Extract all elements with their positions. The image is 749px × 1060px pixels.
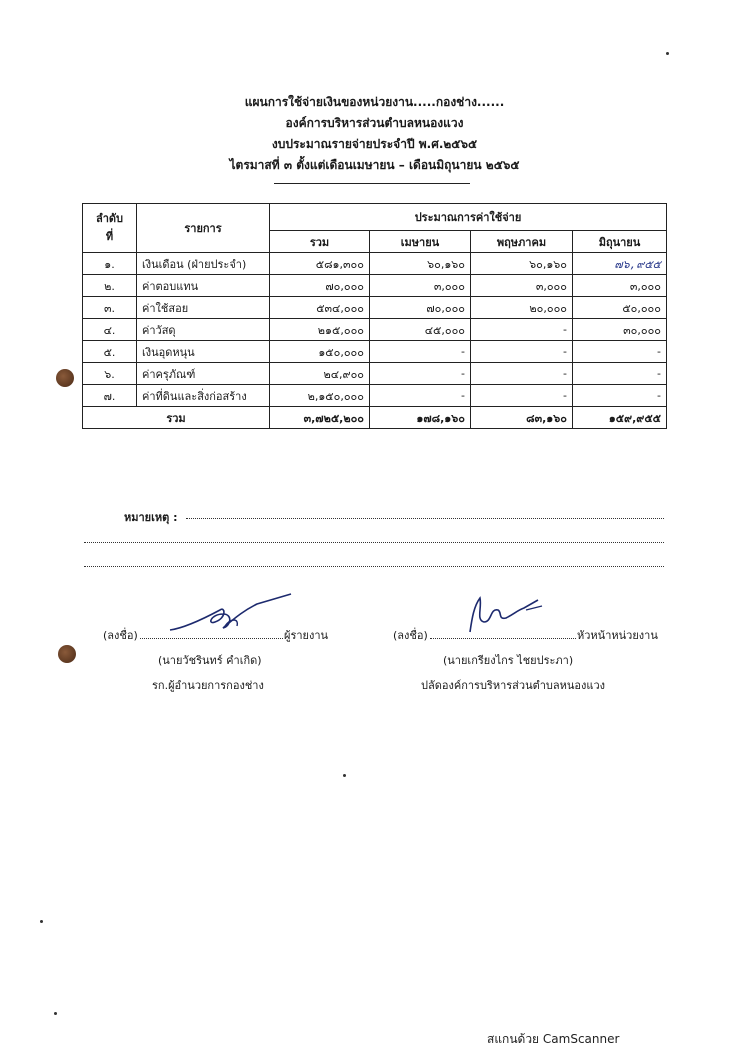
row-april: ๗๐,๐๐๐ bbox=[370, 297, 471, 319]
row-may: ๒๐,๐๐๐ bbox=[471, 297, 573, 319]
subheader-june: มิถุนายน bbox=[573, 231, 667, 253]
remarks-line bbox=[84, 566, 664, 567]
document-header bbox=[0, 92, 749, 176]
row-may: - bbox=[471, 363, 573, 385]
table-row bbox=[83, 363, 667, 385]
table-row bbox=[83, 319, 667, 341]
row-april: ๓,๐๐๐ bbox=[370, 275, 471, 297]
row-june: ๓,๐๐๐ bbox=[573, 275, 667, 297]
scan-speck bbox=[666, 52, 669, 55]
right-sign-suffix: หัวหน้าหน่วยงาน bbox=[577, 629, 658, 642]
table-row bbox=[83, 341, 667, 363]
table-sum-row bbox=[83, 407, 667, 429]
row-june: ๗๖,๙๕๕ bbox=[573, 253, 667, 275]
header-no: ลำดับ ที่ bbox=[83, 204, 137, 253]
row-no: ๓. bbox=[83, 297, 137, 319]
row-may: ๓,๐๐๐ bbox=[471, 275, 573, 297]
scan-speck bbox=[40, 920, 43, 923]
row-item: ค่าครุภัณฑ์ bbox=[137, 363, 270, 385]
sum-april: ๑๗๘,๑๖๐ bbox=[370, 407, 471, 429]
right-signer-position: ปลัดองค์การบริหารส่วนตำบลหนองแวง bbox=[421, 679, 606, 692]
scan-speck bbox=[343, 774, 346, 777]
row-total: ๒๔,๙๐๐ bbox=[270, 363, 370, 385]
left-sign-suffix: ผู้รายงาน bbox=[284, 629, 329, 642]
row-june: - bbox=[573, 385, 667, 407]
row-june: ๓๐,๐๐๐ bbox=[573, 319, 667, 341]
row-item: เงินอุดหนุน bbox=[137, 341, 270, 363]
table-row bbox=[83, 275, 667, 297]
row-april: ๖๐,๑๖๐ bbox=[370, 253, 471, 275]
punch-hole bbox=[56, 369, 74, 387]
row-item: เงินเดือน (ฝ่ายประจำ) bbox=[137, 253, 270, 275]
row-total: ๕๓๔,๐๐๐ bbox=[270, 297, 370, 319]
scan-speck bbox=[54, 1012, 57, 1015]
right-sign-prefix: (ลงชื่อ) bbox=[393, 629, 428, 642]
row-total: ๒,๑๕๐,๐๐๐ bbox=[270, 385, 370, 407]
right-sign-line bbox=[430, 638, 576, 639]
subheader-april: เมษายน bbox=[370, 231, 471, 253]
row-june: - bbox=[573, 341, 667, 363]
left-signature-image bbox=[165, 588, 295, 638]
header-line-4: ไตรมาสที่ ๓ ตั้งแต่เดือนเมษายน – เดือนมิถุนายน ๒๕๖๕ bbox=[229, 158, 520, 172]
left-sign-line bbox=[140, 638, 283, 639]
row-item: ค่าที่ดินและสิ่งก่อสร้าง bbox=[137, 385, 270, 407]
row-may: - bbox=[471, 385, 573, 407]
row-april: - bbox=[370, 363, 471, 385]
row-no: ๔. bbox=[83, 319, 137, 341]
sum-may: ๘๓,๑๖๐ bbox=[471, 407, 573, 429]
row-may: ๖๐,๑๖๐ bbox=[471, 253, 573, 275]
row-june: - bbox=[573, 363, 667, 385]
row-no: ๖. bbox=[83, 363, 137, 385]
remarks-line bbox=[84, 542, 664, 543]
header-item: รายการ bbox=[137, 204, 270, 253]
row-no: ๗. bbox=[83, 385, 137, 407]
right-signature-image bbox=[462, 588, 552, 638]
subheader-total: รวม bbox=[270, 231, 370, 253]
table-row bbox=[83, 385, 667, 407]
row-item: ค่าตอบแทน bbox=[137, 275, 270, 297]
row-total: ๗๐,๐๐๐ bbox=[270, 275, 370, 297]
remarks-line bbox=[186, 518, 664, 519]
table-row bbox=[83, 297, 667, 319]
header-line-1: แผนการใช้จ่ายเงินของหน่วยงาน.....กองช่าง...... bbox=[244, 95, 505, 109]
row-may: - bbox=[471, 319, 573, 341]
scanner-watermark: สแกนด้วย CamScanner bbox=[487, 1032, 620, 1046]
row-april: ๔๕,๐๐๐ bbox=[370, 319, 471, 341]
row-april: - bbox=[370, 341, 471, 363]
row-may: - bbox=[471, 341, 573, 363]
sum-label: รวม bbox=[83, 407, 270, 429]
table-row bbox=[83, 253, 667, 275]
remarks-label: หมายเหตุ : bbox=[124, 511, 178, 524]
row-total: ๒๑๕,๐๐๐ bbox=[270, 319, 370, 341]
right-signer-name: (นายเกรียงไกร ไชยประภา) bbox=[443, 654, 574, 667]
header-estimate: ประมาณการค่าใช้จ่าย bbox=[270, 204, 667, 231]
table-header-row bbox=[83, 204, 667, 231]
left-signer-name: (นายวัชรินทร์ คำเกิด) bbox=[158, 654, 262, 667]
row-no: ๑. bbox=[83, 253, 137, 275]
row-item: ค่าใช้สอย bbox=[137, 297, 270, 319]
row-total: ๕๘๑,๓๐๐ bbox=[270, 253, 370, 275]
row-no: ๒. bbox=[83, 275, 137, 297]
punch-hole bbox=[58, 645, 76, 663]
row-total: ๑๕๐,๐๐๐ bbox=[270, 341, 370, 363]
sum-june: ๑๕๙,๙๕๕ bbox=[573, 407, 667, 429]
sum-total: ๓,๗๒๕,๒๐๐ bbox=[270, 407, 370, 429]
left-sign-prefix: (ลงชื่อ) bbox=[103, 629, 138, 642]
left-signer-position: รก.ผู้อำนวยการกองช่าง bbox=[152, 679, 264, 692]
budget-table bbox=[82, 203, 667, 429]
header-line-3: งบประมาณรายจ่ายประจำปี พ.ศ.๒๕๖๕ bbox=[271, 137, 478, 151]
row-item: ค่าวัสดุ bbox=[137, 319, 270, 341]
row-no: ๕. bbox=[83, 341, 137, 363]
header-line-2: องค์การบริหารส่วนตำบลหนองแวง bbox=[285, 116, 464, 130]
row-june: ๕๐,๐๐๐ bbox=[573, 297, 667, 319]
row-april: - bbox=[370, 385, 471, 407]
header-divider bbox=[274, 183, 470, 184]
subheader-may: พฤษภาคม bbox=[471, 231, 573, 253]
